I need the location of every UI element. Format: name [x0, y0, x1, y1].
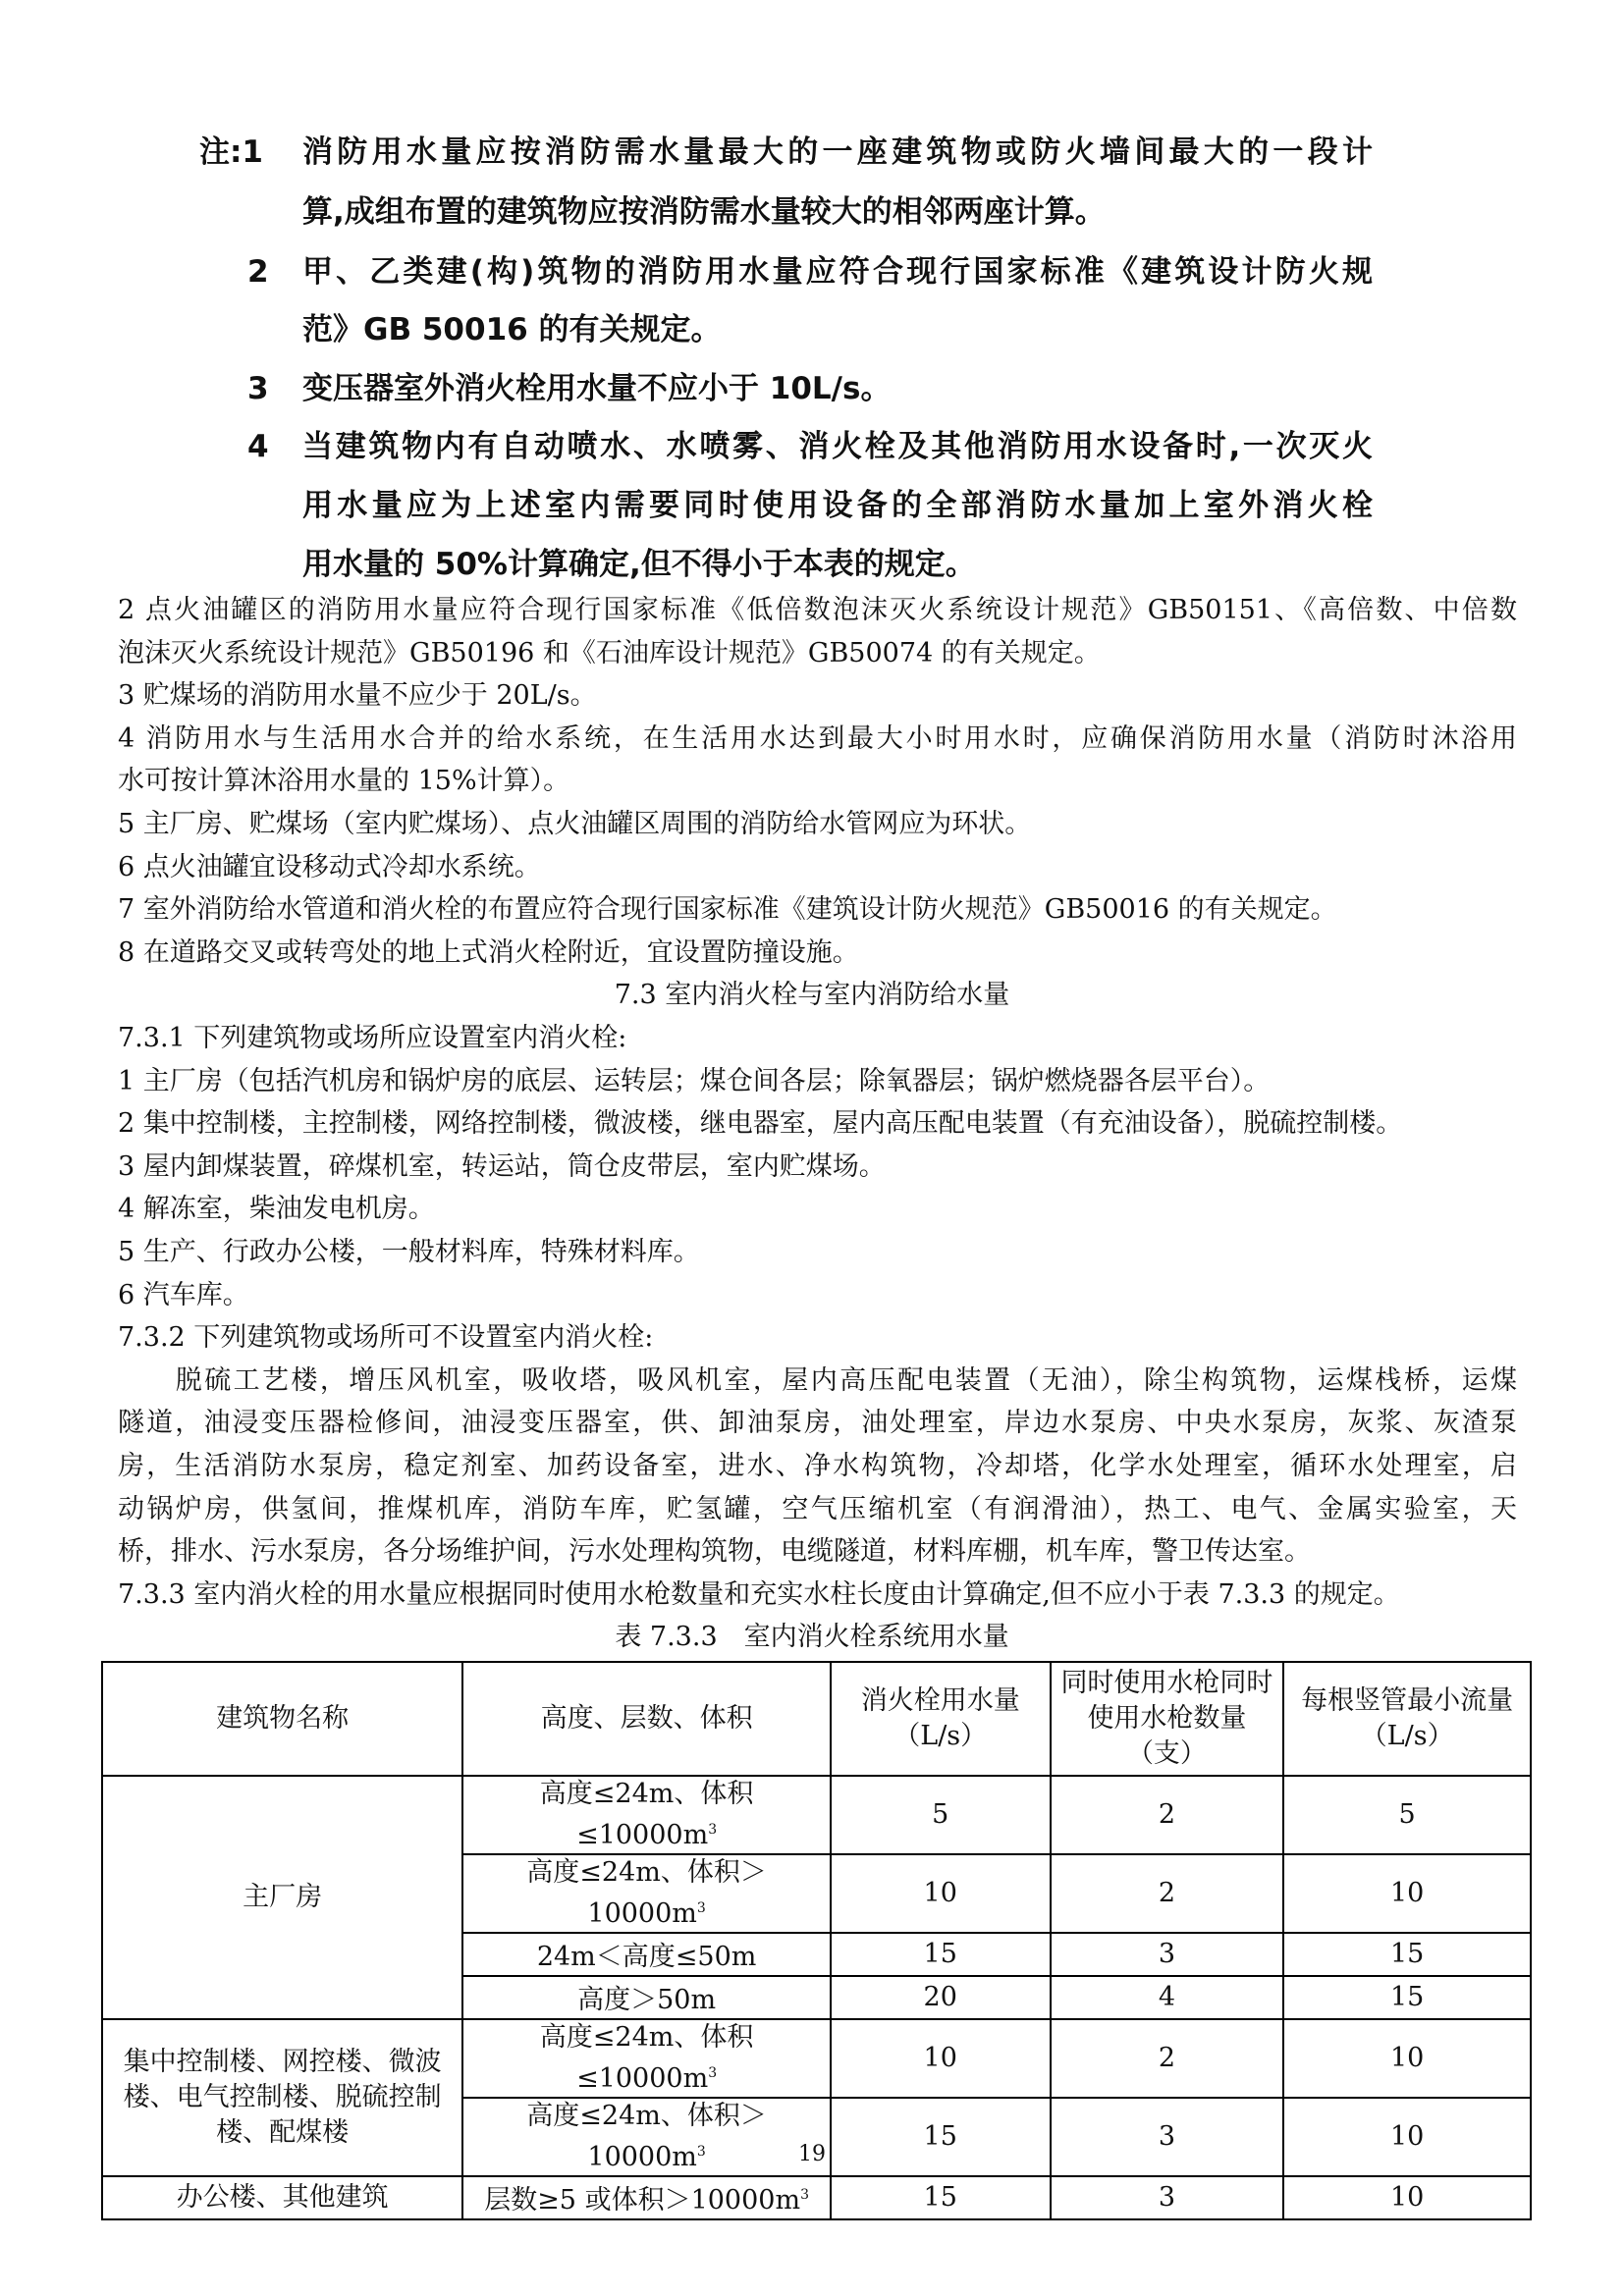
header-building: 建筑物名称: [102, 1662, 462, 1776]
superscript: 3: [696, 2144, 706, 2160]
condition-text: 高度≤24m、体积＞10000m: [526, 2101, 767, 2172]
body-line: 6 汽车库。: [118, 1279, 249, 1310]
flow-cell: 15: [831, 1933, 1051, 1976]
body-line: 脱硫工艺楼，增压风机室，吸收塔，吸风机室，屋内高压配电装置（无油），除尘构筑物，运煤栈桥，运煤: [118, 1364, 1517, 1396]
note-line: 范》GB 50016 的有关规定。: [302, 312, 722, 347]
condition-text: 高度≤24m、体积≤10000m: [539, 2022, 754, 2094]
building-name: 主厂房: [102, 1776, 462, 2019]
body-line: 房，生活消防水泵房，稳定剂室、加药设备室，进水、净水构筑物，冷却塔，化学水处理室，循环水处理室，启: [118, 1451, 1517, 1481]
header-condition: 高度、层数、体积: [462, 1662, 831, 1776]
note-number: 3: [247, 371, 269, 406]
flow-cell: 10: [831, 1854, 1051, 1933]
condition-text: 24m＜高度≤50m: [536, 1942, 757, 1972]
condition-text: 高度＞50m: [577, 1985, 717, 2015]
guns-cell: 3: [1051, 2098, 1284, 2176]
body-line: 动锅炉房，供氢间，推煤机库，消防车库，贮氢罐，空气压缩机室（有润滑油），热工、电气、金属实验室，天: [118, 1493, 1517, 1524]
guns-cell: 4: [1051, 1976, 1284, 2019]
page-number: 19: [798, 2142, 826, 2166]
min-cell: 15: [1283, 1976, 1531, 2019]
building-name: 集中控制楼、网控楼、微波楼、电气控制楼、脱硫控制楼、配煤楼: [102, 2019, 462, 2176]
body-line: 隧道，油浸变压器检修间，油浸变压器室，供、卸油泵房，油处理室，岸边水泵房、中央水泵房，灰浆、灰渣泵: [118, 1408, 1517, 1439]
condition-cell: [462, 1776, 831, 1854]
note-line: 当建筑物内有自动喷水、水喷雾、消火栓及其他消防用水设备时,一次灭火: [302, 429, 1373, 464]
min-cell: 10: [1283, 1854, 1531, 1933]
body-line: 7.3.1 下列建筑物或场所应设置室内消火栓:: [118, 1023, 627, 1053]
body-line: 8 在道路交叉或转弯处的地上式消火栓附近，宜设置防撞设施。: [118, 936, 859, 968]
table-caption: 表 7.3.3 室内消火栓系统用水量: [615, 1622, 1009, 1653]
body-line: 5 主厂房、贮煤场（室内贮煤场）、点火油罐区周围的消防给水管网应为环状。: [118, 809, 1032, 839]
note-number: 2: [247, 254, 269, 290]
condition-cell: [462, 2176, 831, 2219]
flow-cell: 15: [831, 2098, 1051, 2176]
body-line: 7.3.2 下列建筑物或场所可不设置室内消火栓:: [118, 1322, 654, 1354]
note-line: 算,成组布置的建筑物应按消防需水量较大的相邻两座计算。: [302, 194, 1106, 230]
guns-cell: 3: [1051, 2176, 1284, 2219]
note-number: 注:1: [199, 134, 263, 170]
guns-cell: 2: [1051, 1776, 1284, 1854]
min-cell: 10: [1283, 2098, 1531, 2176]
body-line: 6 点火油罐宜设移动式冷却水系统。: [118, 851, 541, 882]
hydrant-water-table: [101, 1661, 1532, 2220]
min-cell: 10: [1283, 2176, 1531, 2219]
body-line: 4 消防用水与生活用水合并的给水系统，在生活用水达到最大小时用水时，应确保消防用水量（消防时沐浴用: [118, 722, 1517, 754]
header-min-flow: 每根竖管最小流量（L/s）: [1283, 1662, 1531, 1776]
superscript: 3: [696, 1900, 706, 1916]
body-line: 水可按计算沐浴用水量的 15%计算）。: [118, 766, 570, 797]
body-line: 4 解冻室，柴油发电机房。: [118, 1194, 435, 1225]
superscript: 3: [800, 2187, 809, 2203]
min-cell: 10: [1283, 2019, 1531, 2098]
condition-cell: [462, 2019, 831, 2098]
flow-cell: 10: [831, 2019, 1051, 2098]
table-row: [102, 2019, 1531, 2098]
flow-cell: 15: [831, 2176, 1051, 2219]
body-line: 2 点火油罐区的消防用水量应符合现行国家标准《低倍数泡沫灭火系统设计规范》GB50151、《高倍数、中倍数: [118, 595, 1517, 625]
body-line: 泡沫灭火系统设计规范》GB50196 和《石油库设计规范》GB50074 的有关规定。: [118, 637, 1101, 668]
building-name: 办公楼、其他建筑: [102, 2176, 462, 2219]
condition-text: 高度≤24m、体积≤10000m: [539, 1779, 754, 1850]
guns-cell: 2: [1051, 1854, 1284, 1933]
condition-cell: [462, 1976, 831, 2019]
min-cell: 5: [1283, 1776, 1531, 1854]
condition-cell: [462, 1933, 831, 1976]
note-line: 用水量的 50%计算确定,但不得小于本表的规定。: [302, 547, 976, 582]
note-line: 消防用水量应按消防需水量最大的一座建筑物或防火墙间最大的一段计: [302, 134, 1373, 170]
note-number: 4: [247, 429, 269, 464]
note-line: 用水量应为上述室内需要同时使用设备的全部消防水量加上室外消火栓: [302, 488, 1373, 523]
condition-cell: [462, 1854, 831, 1933]
flow-cell: 5: [831, 1776, 1051, 1854]
body-line: 7.3.3 室内消火栓的用水量应根据同时使用水枪数量和充实水柱长度由计算确定,但不应小于表 7.3.3 的规定。: [118, 1578, 1400, 1610]
table-row: [102, 1776, 1531, 1854]
guns-cell: 3: [1051, 1933, 1284, 1976]
table-row: [102, 2176, 1531, 2219]
min-cell: 15: [1283, 1933, 1531, 1976]
header-guns: 同时使用水枪同时使用水枪数量（支）: [1051, 1662, 1284, 1776]
flow-cell: 20: [831, 1976, 1051, 2019]
guns-cell: 2: [1051, 2019, 1284, 2098]
superscript: 3: [708, 1822, 718, 1838]
body-line: 3 贮煤场的消防用水量不应少于 20L/s。: [118, 680, 597, 712]
superscript: 3: [708, 2065, 718, 2081]
table-header-row: [102, 1662, 1531, 1776]
body-line: 5 生产、行政办公楼，一般材料库，特殊材料库。: [118, 1237, 700, 1267]
condition-text: 层数≥5 或体积＞10000m: [484, 2185, 801, 2216]
header-flow: 消火栓用水量（L/s）: [831, 1662, 1051, 1776]
body-line: 2 集中控制楼，主控制楼，网络控制楼，微波楼，继电器室，屋内高压配电装置（有充油设备），脱硫控制楼。: [118, 1108, 1403, 1140]
condition-text: 高度≤24m、体积＞10000m: [526, 1857, 767, 1929]
note-line: 甲、乙类建(构)筑物的消防用水量应符合现行国家标准《建筑设计防火规: [302, 254, 1373, 290]
body-line: 7 室外消防给水管道和消火栓的布置应符合现行国家标准《建筑设计防火规范》GB50016 的有关规定。: [118, 894, 1337, 926]
body-line: 3 屋内卸煤装置，碎煤机室，转运站，筒仓皮带层，室内贮煤场。: [118, 1150, 886, 1182]
body-line: 1 主厂房（包括汽机房和锅炉房的底层、运转层；煤仓间各层；除氧器层；锅炉燃烧器各层平台）。: [118, 1065, 1271, 1096]
section-heading: 7.3 室内消火栓与室内消防给水量: [614, 980, 1010, 1011]
body-line: 桥，排水、污水泵房，各分场维护间，污水处理构筑物，电缆隧道，材料库棚，机车库，警卫传达室。: [118, 1536, 1311, 1568]
note-line: 变压器室外消火栓用水量不应小于 10L/s。: [302, 371, 892, 406]
